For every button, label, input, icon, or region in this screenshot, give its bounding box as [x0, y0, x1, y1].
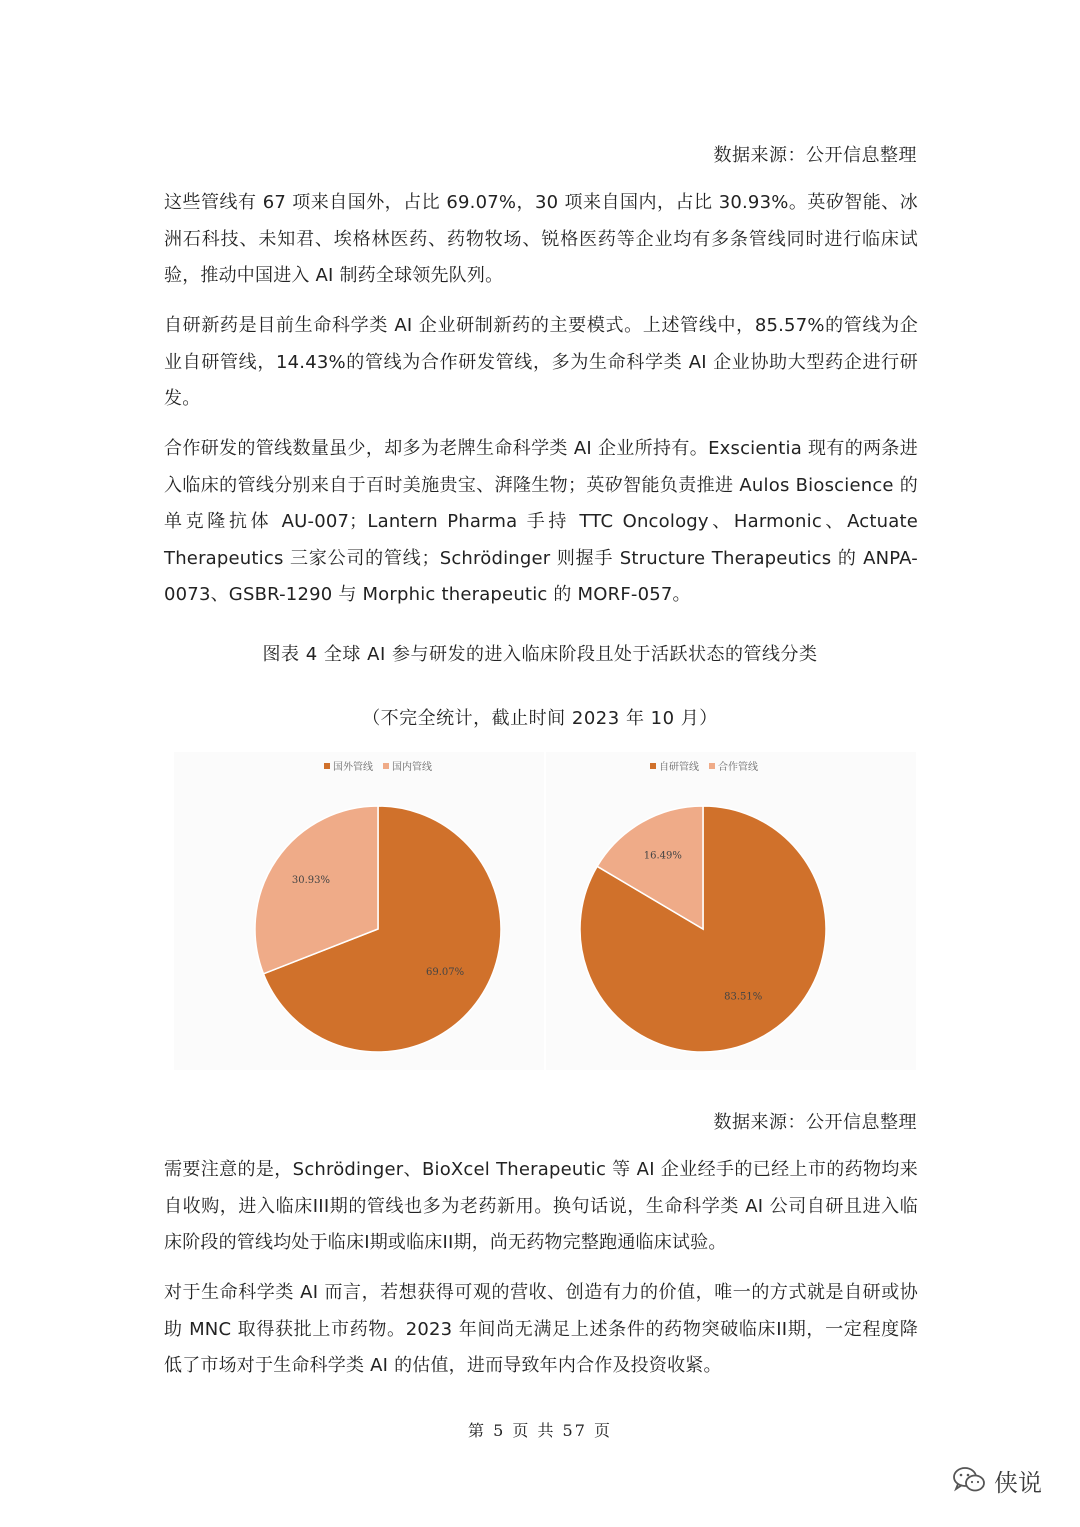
legend-label-0: 自研管线 [659, 762, 699, 773]
pie-chart-origin-svg [174, 752, 544, 1070]
legend-label-1: 合作管线 [718, 762, 758, 773]
figure-subtitle: （不完全统计，截止时间 2023 年 10 月） [362, 708, 718, 729]
pie-data-label-0: 69.07% [425, 966, 465, 978]
wechat-icon [952, 1465, 986, 1495]
figure-title: 图表 4 全球 AI 参与研发的进入临床阶段且处于活跃状态的管线分类 [262, 644, 818, 665]
paragraph-2: 自研新药是目前生命科学类 AI 企业研制新药的主要模式。上述管线中，85.57%的管线为企业自研管线，14.43%的管线为合作研发管线，多为生命科学类 AI 企业协助大型药企进行研发。 [164, 315, 918, 409]
page-footer: 第 5 页 共 57 页 [468, 1421, 612, 1440]
watermark [952, 1460, 1042, 1500]
paragraph-5: 对于生命科学类 AI 而言，若想获得可观的营收、创造有力的价值，唯一的方式就是自研或协助 MNC 取得获批上市药物。2023 年间尚无满足上述条件的药物突破临床II期，一定程度降低了市场对于生命科学类 AI 的估值，进而导致年内合作及投资收紧。 [164, 1282, 918, 1376]
source-note-bottom: 数据来源：公开信息整理 [713, 1112, 917, 1133]
paragraph-1: 这些管线有 67 项来自国外，占比 69.07%，30 项来自国内，占比 30.93%。英矽智能、冰洲石科技、未知君、埃格林医药、药物牧场、锐格医药等企业均有多条管线同时进行临床试验，推动中国进入 AI 制药全球领先队列。 [164, 192, 918, 286]
paragraph-4: 需要注意的是，Schrödinger、BioXcel Therapeutic 等 AI 企业经手的已经上市的药物均来自收购，进入临床III期的管线也多为老药新用。换句话说，生命科学类 AI 公司自研且进入临床阶段的管线均处于临床I期或临床II期，尚无药物完整跑通临床试验。 [164, 1159, 918, 1253]
legend-swatch-1 [709, 763, 715, 769]
source-note-top: 数据来源：公开信息整理 [713, 145, 917, 166]
pie-chart-origin [174, 752, 544, 1070]
paragraph-3: 合作研发的管线数量虽少，却多为老牌生命科学类 AI 企业所持有。Exscientia 现有的两条进入临床的管线分别来自于百时美施贵宝、湃隆生物；英矽智能负责推进 Aulos Bioscience 的单克隆抗体 AU-007；Lantern Pharma 手持 TTC Oncology、Harmonic、Actuate Therapeutics 三家公司的管线；Schrödinger 则握手 Structure Therapeutics 的 ANPA-0073、GSBR-1290 与 Morphic therapeutic 的 MORF-057。 [164, 438, 918, 605]
pie-data-label-1: 16.49% [643, 850, 682, 862]
pie-data-label-1: 30.93% [291, 875, 331, 887]
watermark-text: 侠说 [994, 1468, 1042, 1497]
pie-data-label-0: 83.51% [724, 991, 763, 1003]
pie-chart-development [546, 752, 916, 1070]
legend-label-0: 国外管线 [333, 762, 373, 773]
legend-swatch-0 [650, 763, 656, 769]
legend-label-1: 国内管线 [392, 762, 432, 773]
legend-swatch-1 [383, 763, 389, 769]
pie-chart-development-svg [546, 752, 916, 1070]
legend-swatch-0 [324, 763, 330, 769]
